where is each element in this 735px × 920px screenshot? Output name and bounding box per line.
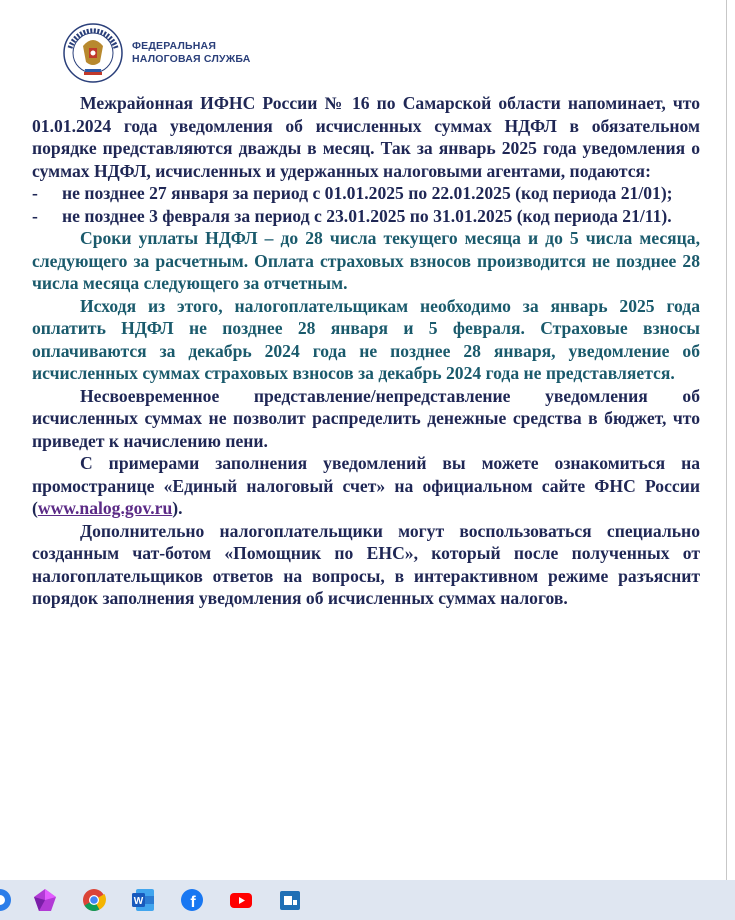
facebook-icon[interactable] <box>180 888 204 912</box>
document-body <box>32 92 700 610</box>
store-icon[interactable] <box>278 888 302 912</box>
taskbar <box>0 880 735 920</box>
paragraph-intro: Межрайонная ИФНС России № 16 по Самарской области напоминает, что 01.01.2024 года уведомления об исчисленных суммах НДФЛ в обязательном порядке представляются дважды в месяц. Так за январь 2025 года уведомления о суммах НДФЛ, исчисленных и удержанных налоговыми агентами, подаются: <box>32 93 700 181</box>
word-icon[interactable] <box>131 888 155 912</box>
svg-text:W: W <box>133 896 144 907</box>
paragraph-chatbot: Дополнительно налогоплательщики могут воспользоваться специально созданным чат-ботом «Помощник по ЕНС», который после полученных от налогоплательщиков ответов на вопросы, в интерактивном режиме разъяснит порядок заполнения уведомления об исчисленных суммах налогов. <box>32 520 700 608</box>
paragraph-payment-dates: Исходя из этого, налогоплательщикам необходимо за январь 2025 года оплатить НДФЛ не позднее 28 января и 5 февраля. Страховые взносы оплачиваются за декабрь 2024 года не позднее 28 января, уведомление об исчисленных суммах страховых взносов за декабрь 2024 года не представляется. <box>32 295 700 383</box>
list-item-text: не позднее 27 января за период с 01.01.2025 по 22.01.2025 (код периода 21/01); <box>62 183 673 203</box>
paragraph-payment-terms: Сроки уплаты НДФЛ – до 28 числа текущего месяца и до 5 числа месяца, следующего за расчетным. Оплата страховых взносов производится не позднее 28 числа месяца следующего за отчетным. <box>32 228 700 293</box>
nalog-link[interactable]: www.nalog.gov.ru <box>37 498 173 518</box>
chrome-icon[interactable] <box>82 888 106 912</box>
examples-text-end: ). <box>172 498 183 518</box>
gem-app-icon[interactable] <box>33 888 57 912</box>
svg-text:f: f <box>190 894 196 911</box>
youtube-icon[interactable] <box>229 888 253 912</box>
list-item <box>32 182 700 205</box>
examples-text: С примерами заполнения уведомлений вы можете ознакомиться на промостранице «Единый налоговый счет» на официальном сайте ФНС России ( <box>32 453 700 518</box>
bullet-marker: - <box>32 183 38 203</box>
logo-text <box>132 40 251 66</box>
bullet-marker: - <box>32 205 38 226</box>
list-item-text: не позднее 3 февраля за период с 23.01.2025 по 31.01.2025 (код периода 21/11). <box>62 205 672 226</box>
paragraph-penalty: Несвоевременное представление/непредставление уведомления об исчисленных суммах не позволит распределить денежные средства в бюджет, что приведет к начислению пени. <box>32 385 700 451</box>
paragraph-examples <box>32 452 700 520</box>
logo-line-1: ФЕДЕРАЛЬНАЯ <box>132 40 217 52</box>
app-partial-icon[interactable] <box>0 888 12 912</box>
list-item <box>32 205 700 228</box>
logo-line-2: НАЛОГОВАЯ СЛУЖБА <box>132 53 251 65</box>
fns-emblem-icon <box>62 22 124 84</box>
